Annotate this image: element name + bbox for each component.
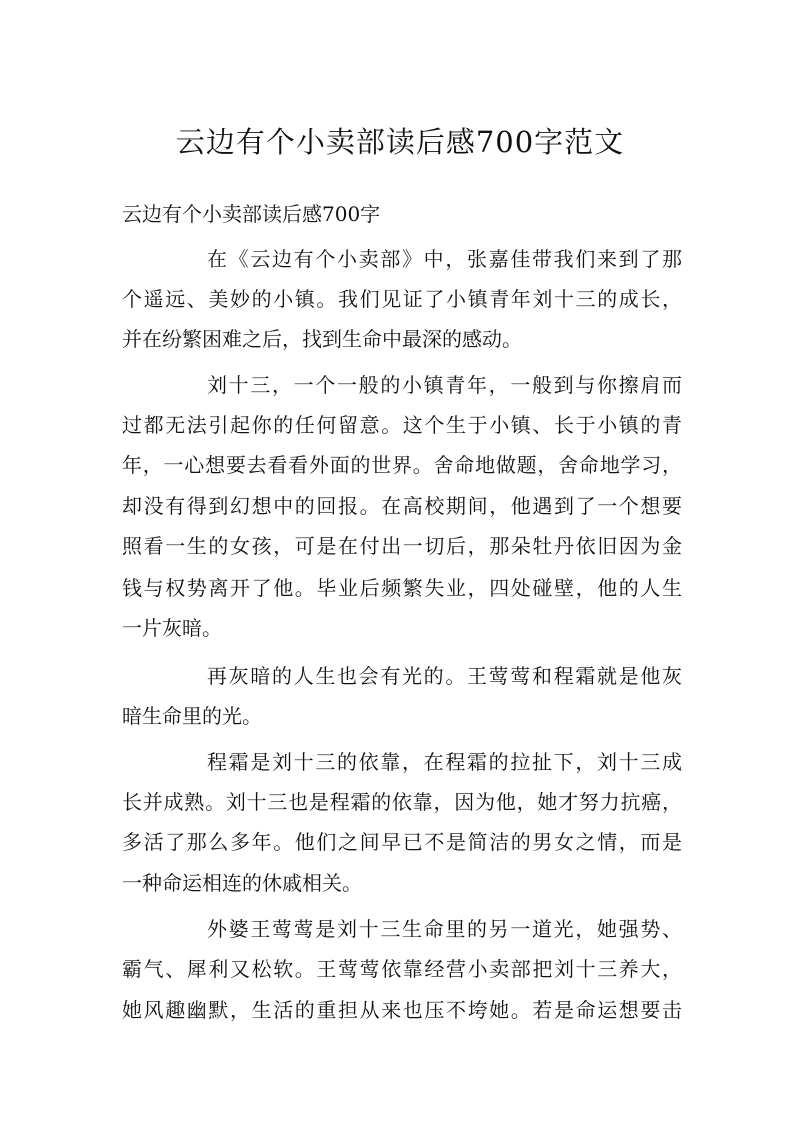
paragraph-2-line-6: 钱与权势离开了他。毕业后频繁失业，四处碰壁，他的人生	[122, 576, 682, 600]
paragraph-5-line-2: 霸气、犀利又松软。王莺莺依靠经营小卖部把刘十三养大，	[122, 957, 682, 981]
paragraph-3-line-2: 暗生命里的光。	[122, 704, 262, 728]
paragraph-2-line-5: 照看一生的女孩，可是在付出一切后，那朵牡丹依旧因为金	[122, 534, 682, 558]
paragraph-4-line-3: 多活了那么多年。他们之间早已不是简洁的男女之情，而是	[122, 830, 682, 854]
document-subtitle: 云边有个小卖部读后感700字	[122, 202, 381, 226]
paragraph-1-line-3: 并在纷繁困难之后，找到生命中最深的感动。	[122, 327, 522, 351]
paragraph-2-line-1: 刘十三，一个一般的小镇青年，一般到与你擦肩而	[207, 373, 682, 397]
paragraph-2-line-7: 一片灰暗。	[122, 616, 222, 640]
paragraph-4-line-4: 一种命运相连的休戚相关。	[122, 871, 362, 895]
paragraph-2-line-3: 年，一心想要去看看外面的世界。舍命地做题，舍命地学习，	[122, 453, 682, 477]
paragraph-1-line-2: 个遥远、美妙的小镇。我们见证了小镇青年刘十三的成长，	[122, 287, 682, 311]
paragraph-2-line-2: 过都无法引起你的任何留意。这个生于小镇、长于小镇的青	[122, 413, 682, 437]
paragraph-5-line-1: 外婆王莺莺是刘十三生命里的另一道光，她强势、	[207, 917, 682, 941]
document-title: 云边有个小卖部读后感700字范文	[175, 125, 625, 159]
paragraph-4-line-1: 程霜是刘十三的依靠，在程霜的拉扯下，刘十三成	[207, 750, 682, 774]
paragraph-3-line-1: 再灰暗的人生也会有光的。王莺莺和程霜就是他灰	[207, 664, 682, 688]
paragraph-4-line-2: 长并成熟。刘十三也是程霜的依靠，因为他，她才努力抗癌，	[122, 790, 682, 814]
paragraph-2-line-4: 却没有得到幻想中的回报。在高校期间，他遇到了一个想要	[122, 494, 682, 518]
paragraph-1-line-1: 在《云边有个小卖部》中，张嘉佳带我们来到了那	[207, 247, 682, 271]
paragraph-5-line-3: 她风趣幽默，生活的重担从来也压不垮她。若是命运想要击	[122, 998, 682, 1022]
